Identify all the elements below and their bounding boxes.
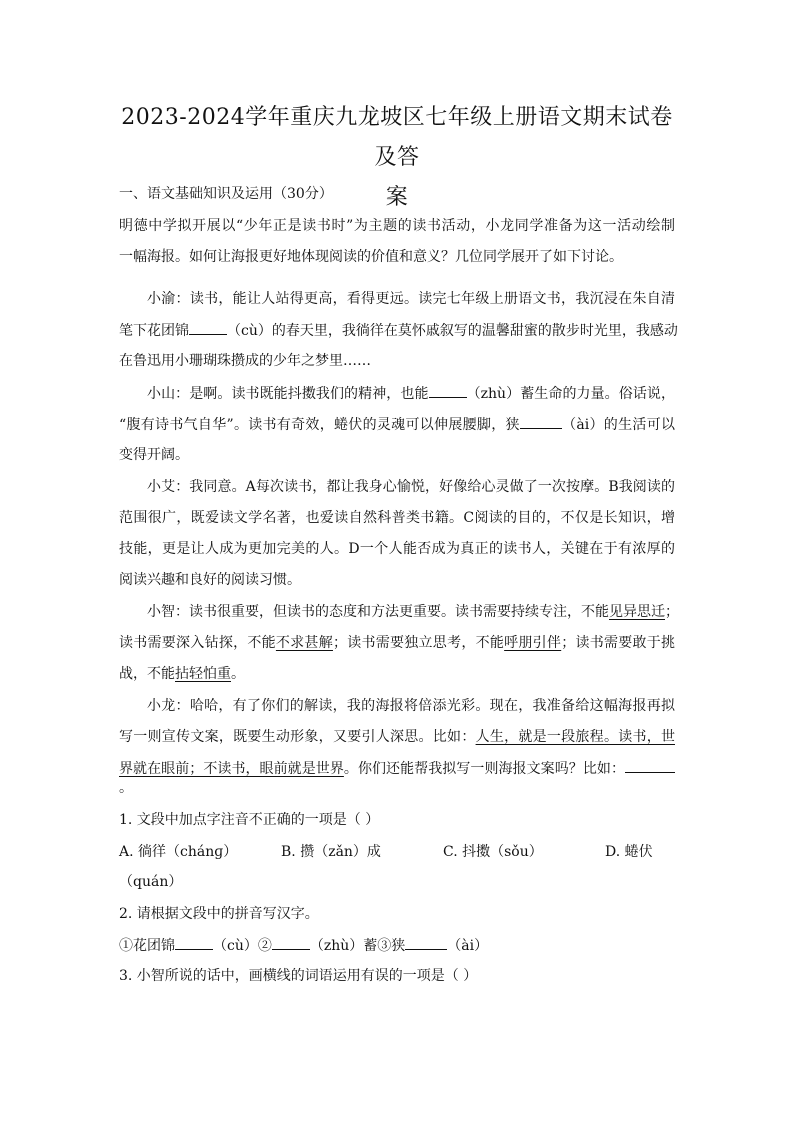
xiaoyu-line-3: 在鲁迅用小珊瑚珠攒成的少年之梦里……	[119, 353, 371, 369]
xiaoshan-line-3: 变得开阔。	[119, 447, 189, 463]
xiaolong-line-2-a: 写一则宣传文案，既要生动形象，又要引人深思。比如：	[119, 729, 476, 745]
q2-blank-1	[175, 935, 213, 950]
xiaoshan-line-1	[119, 383, 675, 403]
xiaoyu-line-1: 小渝：读书，能让人站得更高，看得更远。读完七年级上册语文书，我沉浸在朱自清	[147, 291, 675, 307]
xiaoyu-line-2	[119, 320, 678, 340]
xiaozhi-line-3	[119, 664, 245, 684]
blank-cu	[189, 320, 227, 335]
xiaoyu-line-2-b: （cù）的春天里，我徜徉在莫怀戚叙写的温馨甜蜜的散步时光里，我感动	[227, 323, 678, 339]
title-line-2: 案	[385, 185, 409, 210]
q2-part-4: （ài）	[447, 938, 489, 954]
q2-part-1: ①花团锦	[119, 938, 175, 954]
option-d: D. 蜷伏	[605, 844, 653, 860]
intro-line-1: 明德中学拟开展以“少年正是读书时”为主题的读书活动，小龙同学准备为这一活动绘制	[119, 218, 675, 234]
xiaozhi-line-1-b: ；	[665, 604, 679, 620]
blank-ai	[520, 414, 562, 429]
underlined-word-buqiushenjie: 不求甚解	[275, 635, 333, 651]
underlined-word-nianqingpazhong: 拈轻怕重	[175, 666, 231, 682]
option-d-continued: （quán）	[119, 874, 183, 890]
question-3-stem: 3. 小智所说的话中，画横线的词语运用有误的一项是（ ）	[119, 968, 478, 984]
question-1-stem: 1. 文段中加点字注音不正确的一项是（ ）	[119, 812, 380, 828]
xiaozhi-line-2-b: ；读书需要独立思考，不能	[332, 635, 505, 651]
xiaoshan-line-2-a: “腹有诗书气自华”。读书有奇效，蜷伏的灵魂可以伸展腰脚，狭	[119, 417, 520, 433]
section-heading: 一、语文基础知识及运用（30分）	[119, 186, 333, 202]
xiaoai-line-4: 阅读兴趣和良好的阅读习惯。	[119, 572, 301, 588]
q2-part-2: （cù）②	[213, 938, 272, 954]
q2-blank-2	[272, 935, 310, 950]
underlined-word-jianyisiqian: 见异思迁	[609, 604, 665, 620]
xiaozhi-line-2-a: 读书需要深入钻探，不能	[119, 635, 276, 651]
xiaolong-line-4: 。	[119, 780, 133, 796]
xiaozhi-line-1	[119, 602, 679, 622]
q2-blank-3	[405, 935, 447, 950]
question-1-options	[119, 842, 675, 862]
xiaoai-line-1: 小艾：我同意。A每次读书，都让我身心愉悦，好像给心灵做了一次按摩。B我阅读的	[147, 479, 675, 495]
underlined-word-hupengyinban: 呼朋引伴	[504, 635, 562, 651]
xiaozhi-line-1-a: 小智：读书很重要，但读书的态度和方法更重要。读书需要持续专注，不能	[147, 604, 609, 620]
xiaoai-line-3: 技能，更是让人成为更加完美的人。D一个人能否成为真正的读书人，关键在于有浓厚的	[119, 541, 675, 557]
xiaozhi-line-2	[119, 633, 675, 653]
title-line-1: 2023-2024学年重庆九龙坡区七年级上册语文期末试卷及答	[121, 105, 673, 170]
xiaozhi-line-2-c: ；读书需要敢于挑	[561, 635, 676, 651]
xiaolong-line-3	[119, 758, 675, 778]
xiaozhi-line-3-b: 。	[231, 666, 245, 682]
underlined-slogan-part-1: 人生，就是一段旅程。读书，世	[475, 729, 675, 745]
blank-slogan-answer	[625, 758, 675, 773]
xiaoshan-line-2	[119, 414, 675, 434]
xiaolong-line-3-b: 。你们还能帮我拟写一则海报文案吗？比如：	[343, 761, 626, 777]
option-a: A. 徜徉（chánɡ）	[119, 844, 238, 860]
blank-zhu	[429, 383, 467, 398]
option-c: C. 抖擞（sǒu）	[443, 844, 543, 860]
question-2-stem: 2. 请根据文段中的拼音写汉字。	[119, 906, 319, 922]
xiaoai-line-2: 范围很广，既爱读文学名著，也爱读自然科普类书籍。C阅读的目的，不仅是长知识，增	[119, 510, 675, 526]
underlined-slogan-part-2: 界就在眼前；不读书，眼前就是世界	[119, 761, 344, 777]
xiaoshan-line-2-b: （ài）的生活可以	[561, 417, 675, 433]
xiaolong-line-1: 小龙：哈哈，有了你们的解读，我的海报将倍添光彩。现在，我准备给这幅海报再拟	[147, 698, 675, 714]
xiaozhi-line-3-a: 战，不能	[119, 666, 175, 682]
question-2-prompts	[119, 935, 488, 955]
intro-line-2: 一幅海报。如何让海报更好地体现阅读的价值和意义？几位同学展开了如下讨论。	[119, 249, 623, 265]
xiaoyu-line-2-a: 笔下花团锦	[119, 323, 189, 339]
xiaoshan-line-1-b: （zhù）蓄生命的力量。俗话说，	[466, 386, 675, 402]
option-b: B. 攒（zǎn）成	[281, 844, 381, 860]
xiaolong-line-2	[119, 727, 675, 747]
xiaoshan-line-1-a: 小山：是啊。读书既能抖擞我们的精神，也能	[147, 386, 429, 402]
q2-part-3: （zhù）蓄③狭	[309, 938, 406, 954]
